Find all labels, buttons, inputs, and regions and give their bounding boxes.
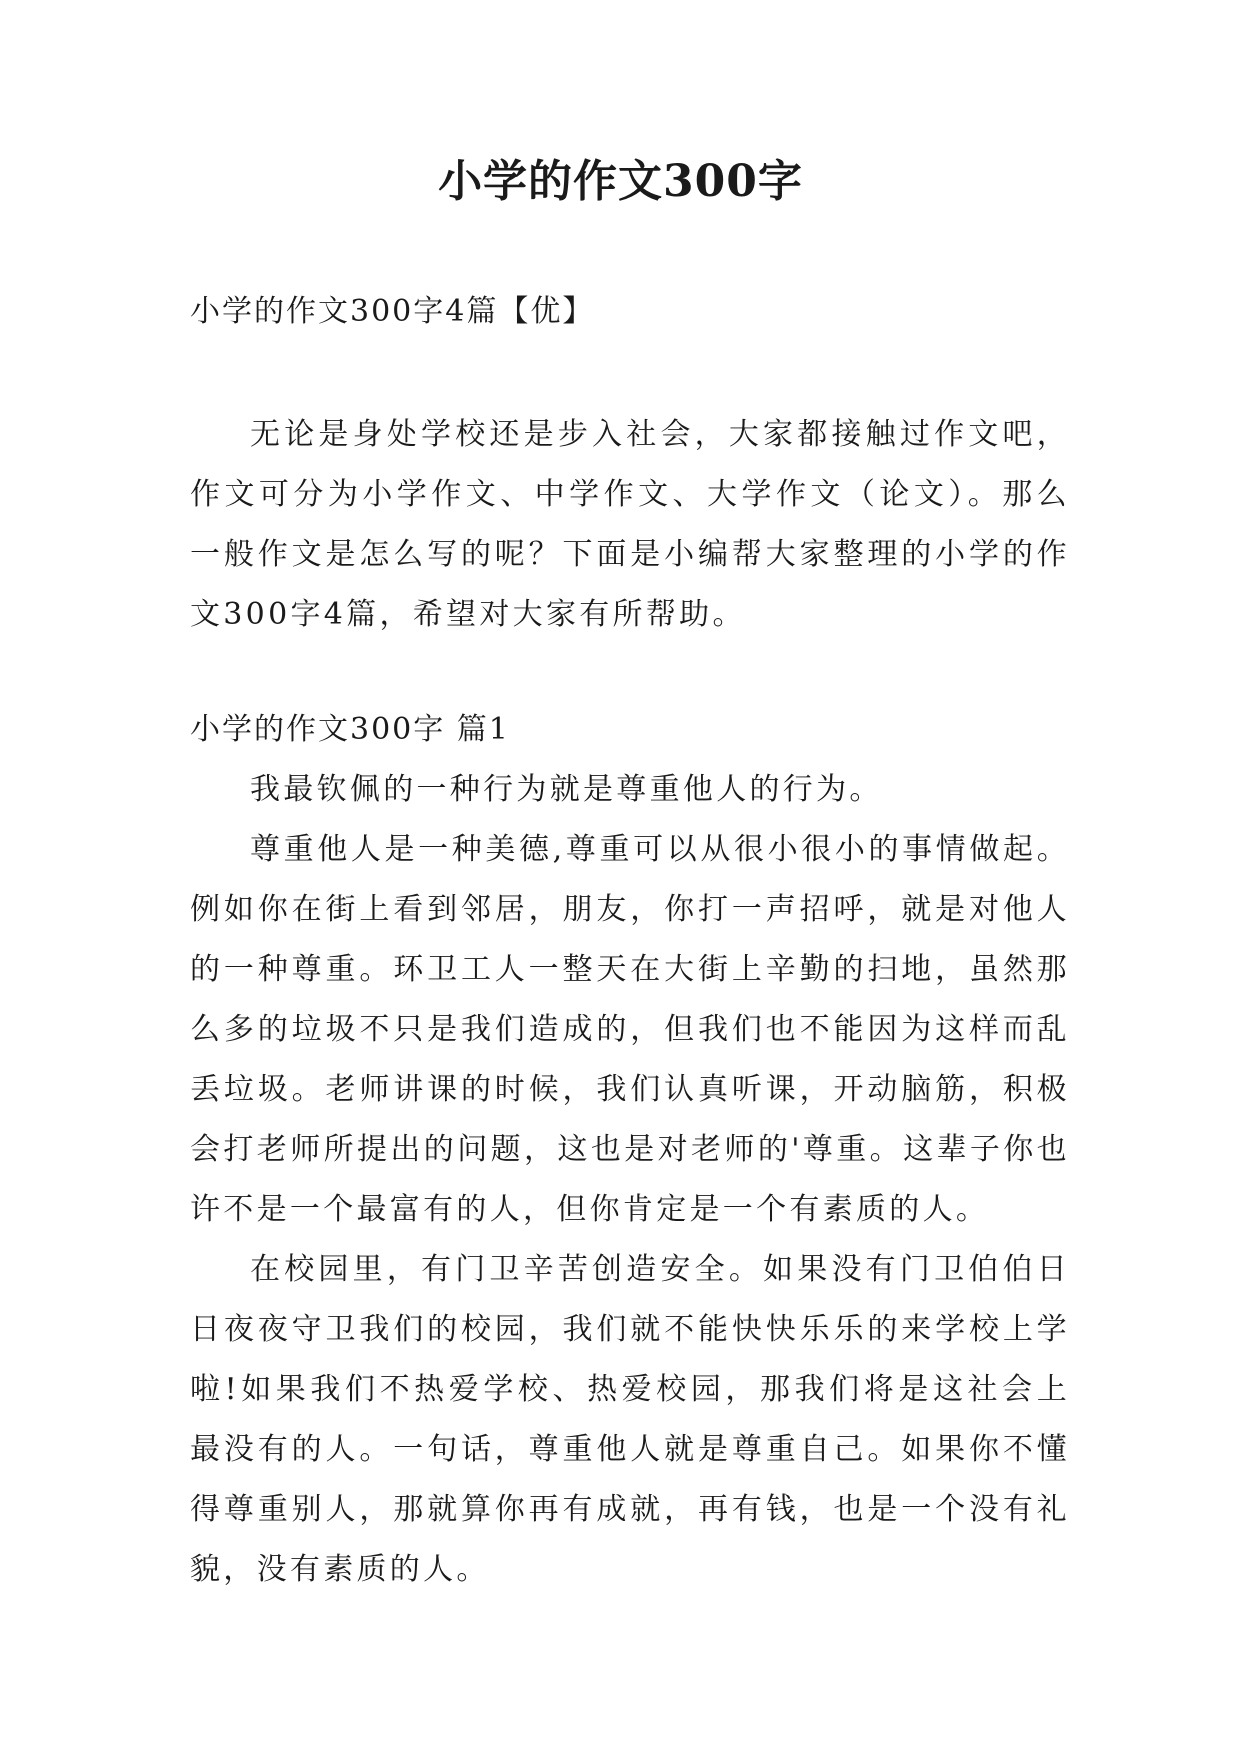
body-paragraph-3: 在校园里，有门卫辛苦创造安全。如果没有门卫伯伯日日夜夜守卫我们的校园，我们就不能快快乐乐的来学校上学啦!如果我们不热爱学校、热爱校园，那我们将是这社会上最没有的人。一句话，尊重他人就是尊重自己。如果你不懂得尊重别人，那就算你再有成就，再有钱，也是一个没有礼貌，没有素质的人。 xyxy=(190,1252,1070,1587)
section-body xyxy=(190,760,1070,1600)
document-title: 小学的作文300字 xyxy=(438,156,803,207)
intro-block xyxy=(190,405,1070,645)
intro-paragraph: 无论是身处学校还是步入社会，大家都接触过作文吧，作文可分为小学作文、中学作文、大学作文（论文）。那么一般作文是怎么写的呢？下面是小编帮大家整理的小学的作文300字4篇，希望对大家有所帮助。 xyxy=(190,417,1070,632)
body-paragraph-1: 我最钦佩的一种行为就是尊重他人的行为。 xyxy=(250,772,883,807)
document-subtitle: 小学的作文300字4篇【优】 xyxy=(190,294,595,329)
section-heading: 小学的作文300字 篇1 xyxy=(190,712,510,747)
body-paragraph-2: 尊重他人是一种美德,尊重可以从很小很小的事情做起。例如你在街上看到邻居，朋友，你打一声招呼，就是对他人的一种尊重。环卫工人一整天在大街上辛勤的扫地，虽然那么多的垃圾不只是我们造成的，但我们也不能因为这样而乱丢垃圾。老师讲课的时候，我们认真听课，开动脑筋，积极会打老师所提出的问题，这也是对老师的'尊重。这辈子你也许不是一个最富有的人，但你肯定是一个有素质的人。 xyxy=(190,832,1070,1227)
